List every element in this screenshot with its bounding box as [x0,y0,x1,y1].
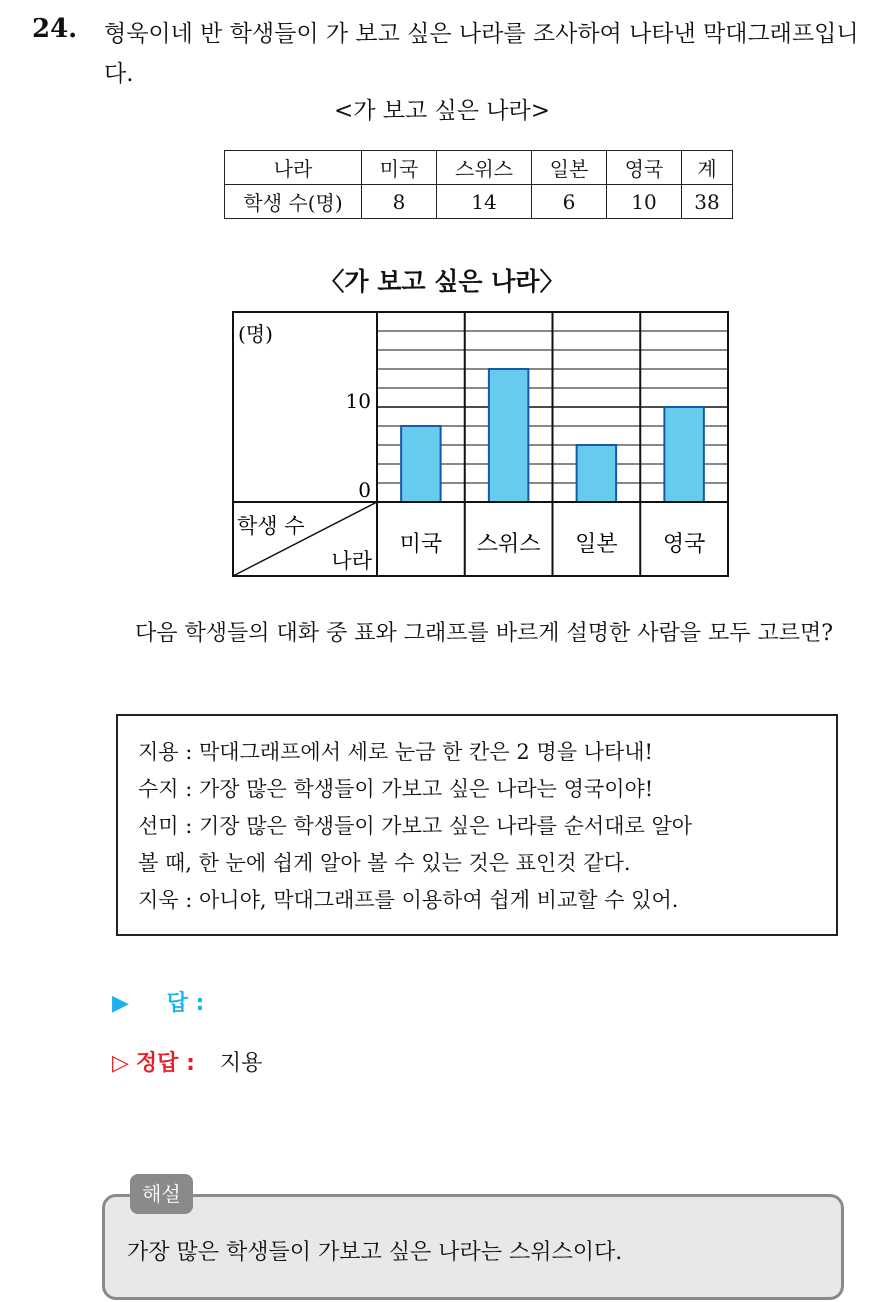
dialogue-line: 수지 : 가장 많은 학생들이 가보고 싶은 나라는 영국이야! [138,777,654,801]
bar-chart [232,311,730,579]
table-header-row [225,151,733,185]
table-cell: 14 [437,185,532,219]
table-cell: 계 [682,151,733,185]
correct-answer-label: 정답 : [135,1051,195,1076]
category-label: 영국 [662,532,706,557]
data-table [224,150,733,219]
outline-play-icon: ▷ [112,1051,129,1076]
table-cell: 학생 수(명) [225,185,362,219]
table-cell: 6 [532,185,607,219]
table-cell: 나라 [225,151,362,185]
correct-answer-line [112,1046,262,1077]
dialogue-line: 지용 : 막대그래프에서 세로 눈금 한 칸은 2 명을 나타내! [138,740,653,764]
question-prompt: 다음 학생들의 대화 중 표와 그래프를 바르게 설명한 사람을 모두 고르면? [134,621,834,646]
explanation-tag: 해설 [130,1174,193,1214]
table-cell: 미국 [362,151,437,185]
explanation-box [102,1194,844,1300]
table-cell: 8 [362,185,437,219]
table-cell: 10 [607,185,682,219]
explanation-text: 가장 많은 학생들이 가보고 싶은 나라는 스위스이다. [127,1240,623,1265]
table-cell: 일본 [532,151,607,185]
dialogue-line: 볼 때, 한 눈에 쉽게 알아 볼 수 있는 것은 표인것 같다. [138,851,631,875]
question-number: 24. [32,14,78,44]
correct-answer-value: 지용 [219,1051,263,1076]
category-label: 미국 [399,532,443,557]
bar [401,426,440,502]
category-label: 일본 [575,532,618,557]
table-cell: 영국 [607,151,682,185]
question-text: 형욱이네 반 학생들이 가 보고 싶은 나라를 조사하여 나타낸 막대그래프입니다. [104,21,859,87]
play-icon: ▶ [112,991,129,1016]
y-tick-label: 10 [345,389,371,413]
corner-label-top: 학생 수 [237,514,305,538]
dialogue-box [116,714,838,936]
chart-title: 〈가 보고 싶은 나라〉 [319,267,565,296]
table-caption: <가 보고 싶은 나라> [333,98,550,124]
table-cell: 스위스 [437,151,532,185]
corner-label-bottom: 나라 [331,549,372,573]
answer-label: 답 : [166,991,205,1016]
category-label: 스위스 [476,532,541,557]
bar [664,407,703,502]
y-tick-label: 0 [358,478,371,502]
answer-line [112,986,204,1017]
table-cell: 38 [682,185,733,219]
bar [489,369,528,502]
y-axis-unit: (명) [238,322,273,346]
bar [577,445,616,502]
dialogue-line: 지욱 : 아니야, 막대그래프를 이용하여 쉽게 비교할 수 있어. [138,888,679,912]
dialogue-line: 선미 : 기장 많은 학생들이 가보고 싶은 나라를 순서대로 알아 [138,814,693,838]
table-data-row [225,185,733,219]
